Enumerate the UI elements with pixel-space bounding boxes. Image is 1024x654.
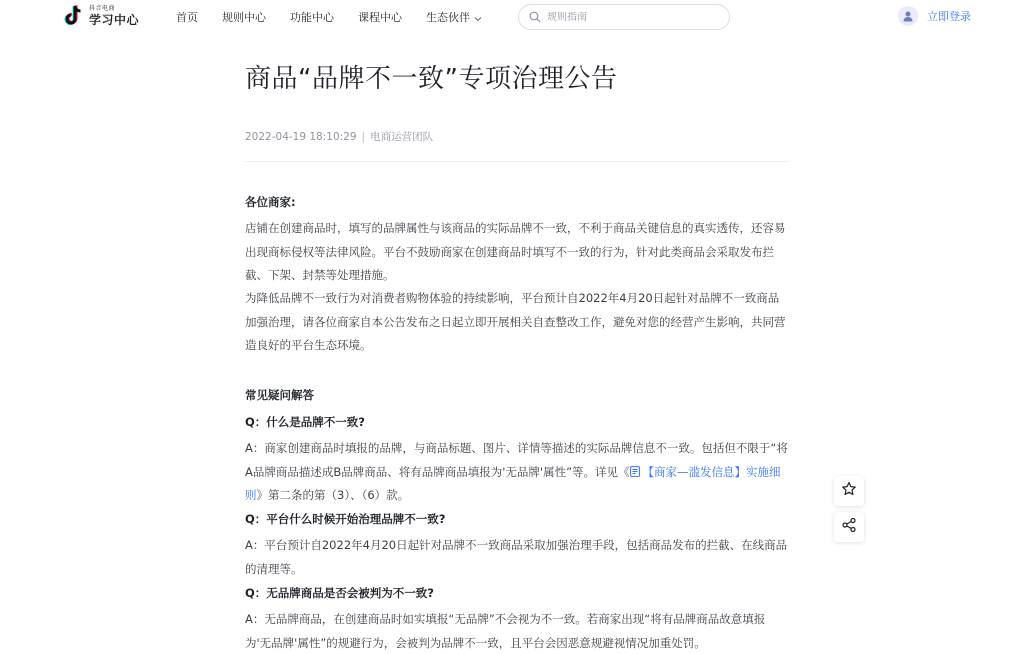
top-header xyxy=(0,0,1024,34)
douyin-note-icon xyxy=(64,5,84,27)
meta-separator: | xyxy=(361,130,366,143)
publish-date: 2022-04-19 18:10:29 xyxy=(245,130,357,143)
faq-question-3: Q：无品牌商品是否会被判为不一致? xyxy=(245,586,434,600)
paragraph-1: 店铺在创建商品时，填写的品牌属性与该商品的实际品牌不一致，不利于商品关键信息的真实透传，还容易出现商标侵权等法律风险。平台不鼓励商家在创建商品时填写不一致的行为，针对此类商品会采取发布拦截、下架、封禁等处理措施。 xyxy=(245,221,786,282)
user-icon[interactable] xyxy=(898,6,918,26)
share-icon xyxy=(841,517,857,537)
faq-heading: 常见疑问解答 xyxy=(245,388,314,402)
nav-partners[interactable] xyxy=(426,0,482,34)
rule-doc-link-label: 【商家—滥发信息】实施细则 xyxy=(245,464,781,502)
faq-answer-1-suffix: 》第二条的第（3）、（6）款。 xyxy=(256,488,410,502)
greeting: 各位商家: xyxy=(245,195,296,209)
faq-question-1: Q：什么是品牌不一致? xyxy=(245,415,365,429)
search-box[interactable] xyxy=(518,4,730,30)
paragraph-2: 为降低品牌不一致行为对消费者购物体验的持续影响，平台预计自2022年4月20日起针对品牌不一致商品加强治理，请各位商家自本公告发布之日起立即开展相关自查整改工作，避免对您的经营产生影响，共同营造良好的平台生态环境。 xyxy=(245,291,786,352)
author-name: 电商运营团队 xyxy=(370,131,434,143)
document-icon xyxy=(630,462,640,473)
nav-partners-label: 生态伙伴 xyxy=(426,11,470,24)
nav-rules-center-label: 规则中心 xyxy=(222,11,266,24)
nav-feature-center-label: 功能中心 xyxy=(290,11,334,24)
logo-text xyxy=(89,6,139,26)
logo-subtitle: 抖音电商 xyxy=(89,5,116,12)
favorite-button[interactable] xyxy=(834,476,864,506)
nav-course-center-label: 课程中心 xyxy=(358,11,402,24)
nav-home-label: 首页 xyxy=(176,11,198,24)
article-meta xyxy=(245,129,433,144)
login-link[interactable]: 立即登录 xyxy=(927,10,971,23)
search-icon xyxy=(529,8,541,27)
faq-answer-1 xyxy=(245,437,790,508)
faq-answer-2: A：平台预计自2022年4月20日起针对品牌不一致商品采取加强治理手段，包括商品发布的拦截、在线商品的清理等。 xyxy=(245,538,788,576)
search-input[interactable] xyxy=(547,12,717,23)
nav-feature-center[interactable] xyxy=(290,0,334,34)
nav-rules-center[interactable] xyxy=(222,0,266,34)
faq-answer-1-text: A：商家创建商品时填报的品牌，与商品标题、图片、详情等描述的实际品牌信息不一致。包括但不限于“将A品牌商品描述成B品牌商品、将有品牌商品填报为'无品牌'属性”等。详见《 xyxy=(245,441,788,479)
nav-course-center[interactable] xyxy=(358,0,402,34)
star-icon xyxy=(841,481,857,501)
share-button[interactable] xyxy=(834,512,864,542)
article-title: 商品“品牌不一致”专项治理公告 xyxy=(245,64,618,94)
site-logo[interactable] xyxy=(64,2,148,30)
nav-home[interactable] xyxy=(176,0,198,34)
chevron-down-icon xyxy=(474,13,482,21)
faq-question-2: Q：平台什么时候开始治理品牌不一致? xyxy=(245,512,446,526)
logo-title: 学习中心 xyxy=(89,13,140,27)
title-divider xyxy=(245,161,789,162)
faq-answer-3: A：无品牌商品，在创建商品时如实填报“无品牌”不会视为不一致。若商家出现“将有品牌商品故意填报为'无品牌'属性”的规避行为，会被判为品牌不一致，且平台会因恶意规避视情况加重处罚。 xyxy=(245,612,766,650)
